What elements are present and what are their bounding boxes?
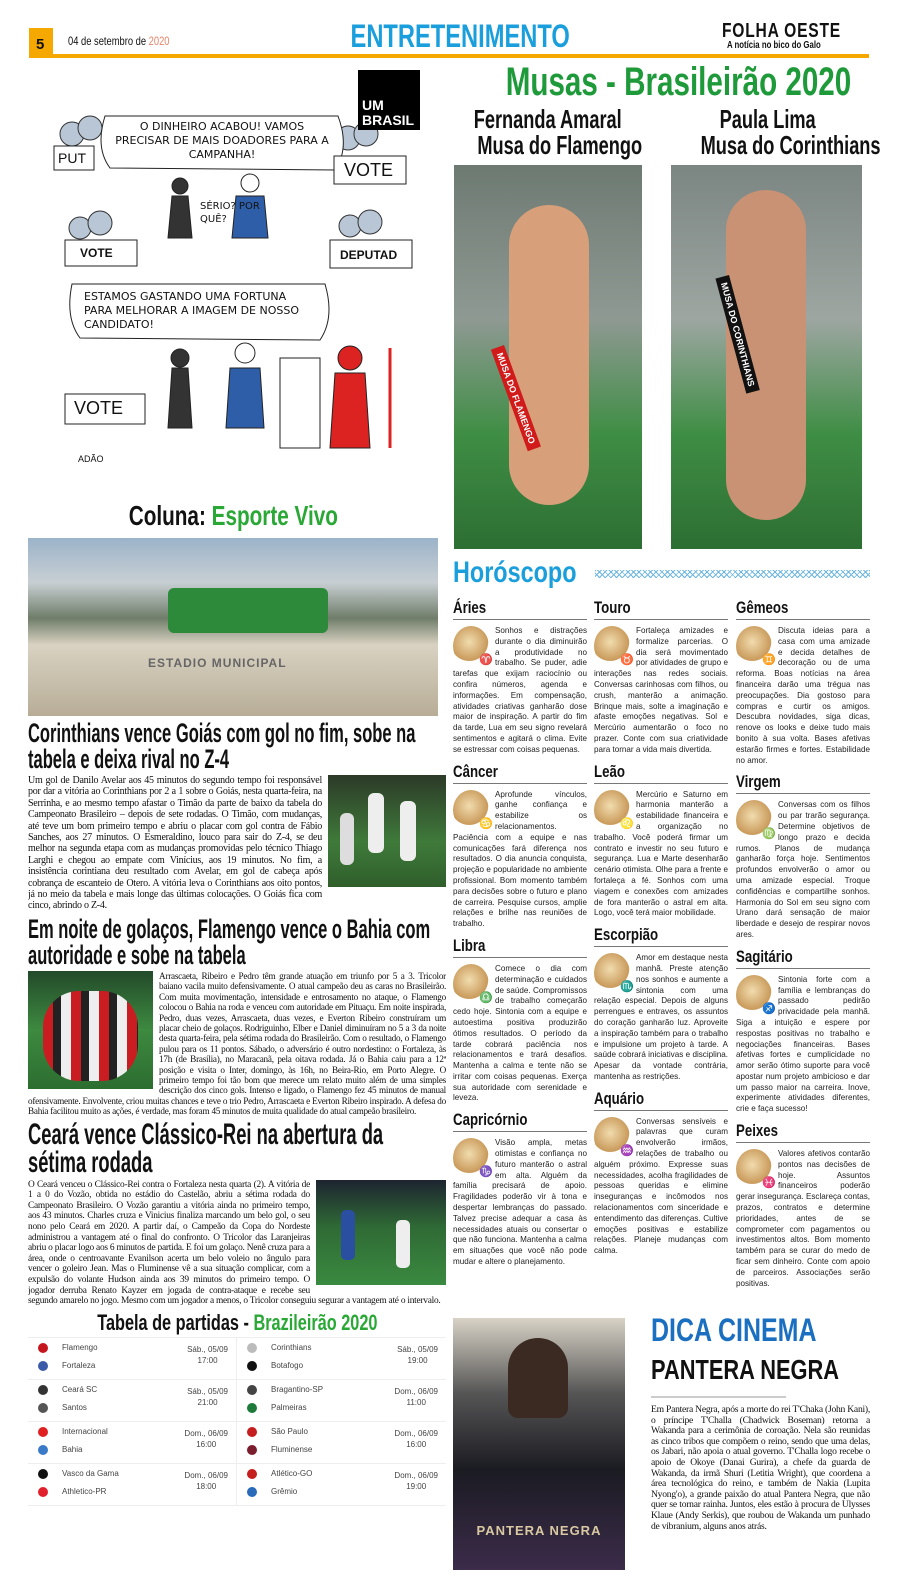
team-crest-icon — [247, 1469, 257, 1479]
column-name: Esporte Vivo — [211, 500, 338, 531]
match-hour: 16:00 — [406, 1439, 427, 1449]
match-day: Sáb., 05/09 — [187, 1386, 228, 1396]
sign-name: Aquário — [594, 1089, 728, 1111]
political-cartoon — [50, 68, 440, 473]
sign-forecast: Conversas sensíveis e palavras que curam envolverão irmãos, relações de trabalho ou alguém próximo. Expresse suas necessidades, acolha fragilidades de pessoas queridas e elimine inseguranças e incômodos nos relacionamentos com sinceridade e entendimento das diferenças. Cultive emoções positivas e estabilize relações. Planeje mudanças com calma. — [594, 1116, 728, 1256]
sign-forecast: Sonhos e distrações durante o dia diminuirão a produtividade no trabalho. Se puder, adie tarefas que exijam raciocínio ou confira números, agenda e informações. Em compensação, atividades criativas ganharão dose maior de inspiração. A partir do fim da tarde, Lua em seu signo revelará sentimentos e agitará o clima. Evite se estressar com coisas pequenas. — [453, 626, 587, 754]
fixture-row[interactable] — [28, 1464, 237, 1506]
fixtures-table — [28, 1337, 446, 1506]
sign-forecast: Visão ampla, metas otimistas e confiança no futuro manterão o astral em alta. Alguém da família precisará de apoio. Fragilidades poderão vir à tona e despertar lembranças do passado. Talvez precise adequar a casa às necessidades atuais ou consertar o que não funciona. Mantenha a calma em situações que você não pode mudar e altere o planejamento. — [453, 1138, 587, 1267]
zodiac-sign-icon: ♎ — [453, 964, 489, 1004]
team-crest-icon — [247, 1343, 257, 1353]
fixtures-title: Tabela de partidas - Brazileirão 2020 — [96, 1309, 378, 1335]
match-day: Dom., 06/09 — [394, 1428, 438, 1438]
sign-deputad: DEPUTAD — [340, 248, 398, 262]
team-name: Ceará SC — [62, 1385, 98, 1395]
speech-bubble-1: O DINHEIRO ACABOU! VAMOS PRECISAR DE MAIS DOADORES PARA A CAMPANHA! — [115, 120, 329, 161]
team-crest-icon — [247, 1487, 257, 1497]
article-body: O Ceará venceu o Clássico-Rei contra o Fortaleza nesta quarta (2). A vitória de 1 a 0 do Vozão, obtida no estádio do Castelão, abriu a sétima rodada do Campeonato Brasileiro. O Vozão garantiu a vitória ainda no primeiro tempo, aos 43 minutos. Charles cruza e Vinicius finaliza marcando um belo gol, o seu nono pelo Ceará em 2020. A partir daí, o Campeão da Copa do Nordeste administrou a vantagem até o final do confronto. O Tricolor das Laranjeiras abriu o placar logo aos 6 minutos de partida. E foi um golaço. Nenê cruza para a área, onde o centroavante Evanilson acerta um belo voleio no ângulo para vencer o goleiro Jean. Mas o Fluminense vê a sua situação complicar, com a expulsão do volante Hudson ainda aos 39 minutos do primeiro tempo. O jogador derruba Renato Kayzer em jogada de contra-ataque e recebe seu segundo amarelo no jogo. Mesmo com um jogador a menos, o Tricolor conseguiu segurar a vantagem até o intervalo. — [28, 1179, 441, 1307]
sash-text: MUSA DO FLAMENGO — [491, 345, 541, 451]
team-name: Internacional — [62, 1427, 108, 1437]
team-name: Atlético-GO — [271, 1469, 313, 1479]
zodiac-sign-icon: ♒ — [594, 1117, 630, 1157]
match-day: Dom., 06/09 — [394, 1470, 438, 1480]
sign-name: Câncer — [453, 762, 587, 784]
sign-name: Gêmeos — [736, 598, 870, 620]
zodiac-sign-icon: ♓ — [736, 1149, 772, 1189]
date-year: 2020 — [148, 34, 170, 48]
musa-right-subtitle: Musa do Corinthians — [700, 130, 881, 160]
musa-left-caption — [442, 106, 654, 158]
team-crest-icon — [38, 1445, 48, 1455]
sign-forecast: Valores afetivos contarão pontos nas decisões de hoje. Assuntos financeiros poderão gerar insegurança. Esclareça contas, prazos, contratos e determine prioridades, antes de se comprometer com pagamentos ou investimentos altos. Bom momento também para se curar do medo de ficar sem dinheiro. Conte com apoio de parceiros. Associações serão positivas. — [736, 1149, 870, 1288]
speech-bubble-3: ESTAMOS GASTANDO UMA FORTUNA PARA MELHORAR A IMAGEM DE NOSSO CANDIDATO! — [84, 290, 300, 331]
match-hour: 17:00 — [197, 1355, 218, 1365]
paper-slogan: A notícia no bico do Galo — [727, 40, 821, 51]
zodiac-sign-icon: ♑ — [453, 1138, 489, 1178]
team-name: Santos — [62, 1403, 87, 1413]
team-crest-icon — [247, 1361, 257, 1371]
article — [28, 971, 446, 1117]
zodiac-sign-icon: ♈ — [453, 626, 489, 666]
sign-name: Escorpião — [594, 925, 728, 947]
team-crest-icon — [38, 1403, 48, 1413]
team-name: Corinthians — [271, 1343, 312, 1353]
sash-text: MUSA DO CORINTHIANS — [715, 275, 759, 394]
article — [28, 1180, 446, 1307]
page-number-box: 5 — [29, 28, 53, 58]
sign-forecast: Fortaleça amizades e formalize parcerias. O dia será movimentado por atividades de grupo e interações nas redes sociais. Conversas carinhosas com filhos, ou crush, manterão a animação. Brinque mais, solte a imaginação e afaste emoções negativas. Sol e Mercúrio aumentarão o foco no prazer. Conte com sua criatividade para tornar a vida mais divertida. — [594, 626, 728, 754]
sign-forecast: Discuta ideias para a casa com uma amizade e decida detalhes de decoração ou de uma reforma. Boas notícias na área financeira darão uma trégua nas preocupações. Dia gostoso para compras e curtir os amigos. Descubra novidades, siga dicas, renove os looks e deixe tudo mais bonito à sua volta. Bases afetivas estarão firmes e fortes. Estabilidade no amor. — [736, 626, 870, 765]
horoscope-sign — [453, 1110, 587, 1268]
horoscope-sign — [453, 762, 587, 930]
match-time — [187, 1386, 228, 1408]
sign-name: Leão — [594, 762, 728, 784]
fixture-row[interactable] — [28, 1422, 237, 1464]
sign-forecast: Conversas com os filhos ou par trarão segurança. Determine objetivos de longo prazo e decida rumos. Planos de mudança ganharão força hoje. Sentimentos profundos envolverão o amor ou uma amizade especial. Troque confidências e compartilhe sonhos. Harmonia do Sol em seu signo com Urano dará sensação de maior liberdade e desejo de respirar novos ares. — [736, 800, 870, 939]
fixture-row[interactable] — [237, 1380, 446, 1422]
team-name: Fluminense — [271, 1445, 313, 1455]
match-time — [397, 1344, 438, 1366]
sign-vote-2: VOTE — [80, 246, 113, 260]
match-time — [394, 1386, 438, 1408]
ceara-match-photo — [316, 1180, 446, 1285]
sign-name: Virgem — [736, 772, 870, 794]
sign-name: Áries — [453, 598, 587, 620]
team-crest-icon — [38, 1427, 48, 1437]
horoscope-title: Horóscopo — [453, 556, 577, 589]
section-title: ENTRETENIMENTO — [350, 18, 570, 54]
horoscope-column — [453, 598, 587, 1274]
match-hour: 21:00 — [197, 1397, 218, 1407]
musa-right-caption — [662, 104, 881, 160]
zodiac-sign-icon: ♋ — [453, 790, 489, 830]
sign-name: Peixes — [736, 1121, 870, 1143]
poster-title: PANTERA NEGRA — [476, 1523, 602, 1538]
team-crest-icon — [247, 1385, 257, 1395]
match-time — [394, 1428, 438, 1450]
article-body: Um gol de Danilo Avelar aos 45 minutos do segundo tempo foi responsável por dar a vitória ao Corinthians por 2 a 1 sobre o Goiás, nesta quarta-feira, na Serrinha, e ao mesmo tempo afastar o Timão da parte de baixo da tabela do Campeonato Brasileiro – depois de sete rodadas. O Timão, com mudanças, até teve um bom primeiro tempo e abriu o placar com gol contra de Fábio Sanches, aos 27 minutos. O Esmeraldino, louco para sair do Z-4, se deu melhor na segunda etapa com as mudanças promovidas pelo técnico Thiago Larghi e chegou ao empate com Vinícius, aos 19 minutos. No fim, a insistência corintiana deu resultado com Avelar, em gol de cabeça após cobrança de escanteio de Otero. A vitória leva o Corinthians aos oito pontos, já no meio da tabela e mais longe das últimas colocações. O Goiás fica com cinco, abrindo o Z-4. — [28, 775, 322, 912]
musa-corinthians-photo — [671, 165, 862, 549]
movie-title-rule — [651, 1396, 786, 1398]
team-name: Flamengo — [62, 1343, 98, 1353]
sports-column — [28, 720, 446, 1506]
musa-flamengo-photo — [454, 165, 642, 549]
header-rule — [29, 54, 869, 58]
team-crest-icon — [247, 1403, 257, 1413]
musas-title: Musas - Brasileirão 2020 — [505, 60, 852, 104]
issue-date — [68, 34, 198, 48]
horoscope-sign — [736, 1121, 870, 1289]
match-hour: 11:00 — [406, 1397, 426, 1407]
zodiac-sign-icon: ♌ — [594, 790, 630, 830]
fixture-row[interactable] — [237, 1464, 446, 1506]
sign-put: PUT — [58, 150, 86, 166]
horoscope-sign — [594, 762, 728, 920]
cartoonist-signature: ADÃO — [78, 454, 104, 464]
horoscope-sign — [736, 772, 870, 940]
horoscope-sign — [736, 598, 870, 766]
zodiac-sign-icon: ♏ — [594, 953, 630, 993]
team-name: Bahia — [62, 1445, 83, 1455]
musa-left-subtitle: Musa do Flamengo — [477, 130, 643, 160]
team-name: Athletico-PR — [62, 1487, 107, 1497]
um-brasil-logo: UM BRASIL — [358, 70, 420, 130]
cinema-kicker: DICA CINEMA — [651, 1312, 817, 1348]
black-panther-poster — [453, 1318, 625, 1570]
sign-forecast: Mercúrio e Saturno em harmonia manterão a estabilidade financeira e a organização no trabalho. Você poderá firmar um contrato e investir no seu futuro e segurança. Lua e Marte desenharão cenário otimista. Olhe para a frente e fortaleça a fé. Sonhos com uma viagem e conexões com amizades de fora manterão o astral em alta. Logo, você terá maior mobilidade. — [594, 789, 728, 918]
article-body: Arrascaeta, Ribeiro e Pedro têm grande atuação em triunfo por 5 a 3. Tricolor baiano vacila muito defensivamente. O atual campeão deu as caras no Brasileirão. Com muita movimentação, intensidade e entrosamento no ataque, o Flamengo colocou o Bahia na roda e venceu com autoridade em Pituaçu. Em noite inspirada, Pedro, duas vezes, Arrascaeta, duas vezes, e Everton Ribeiro construíram um placar cheio de golaços. Rodriguinho, Elber e Daniel diminuíram no 5 a 3 da noite desta quarta-feira, pela sétima rodada do Brasileirão. Com o resultado, o Flamengo pulou para os 11 pontos. Sábado, o adversário é outro nordestino: o Fortaleza, às 17h (de Brasília), no Maracanã, pela oitava rodada. Já o Bahia caiu para a 12ª posição e visita o Inter, domingo, às 16h, no Beira-Rio, em Porto Alegre. O primeiro tempo foi tão bom que merece um relato muito além de uma simples descrição dos cinco gols. Intenso e ligado, o Flamengo fez 45 minutos de manual ofensivamente. Envolvente, criou muitas chances e teve o trio Pedro, Arrascaeta e Everton Ribeiro inspirado. A defesa do Bahia facilitou muito as ações, é verdade, mas foram 45 minutos de muita qualidade do atual campeão brasileiro. — [28, 970, 446, 1117]
fixture-row[interactable] — [28, 1338, 237, 1380]
speech-bubble-2: SÉRIO? POR QUÊ? — [200, 201, 260, 225]
team-crest-icon — [38, 1361, 48, 1371]
match-day: Dom., 06/09 — [184, 1470, 228, 1480]
fixture-row[interactable] — [237, 1422, 446, 1464]
horoscope-column — [736, 598, 870, 1295]
zodiac-sign-icon: ♍ — [736, 800, 772, 840]
team-name: Botafogo — [271, 1361, 304, 1371]
horoscope-sign — [453, 598, 587, 756]
sign-forecast: Comece o dia com determinação e cuidados de saúde. Compromissos de trabalho começarão cedo hoje. Sintonia com a equipe e autoestima positiva produzirão ótimos resultados. O período da tarde cobrará paciência nos relacionamentos e trará desafios. Mantenha a calma e tente não se irritar com coisas pequenas. Exerça sua autoridade com serenidade e leveza. — [453, 963, 587, 1103]
date-text: 04 de setembro de — [68, 34, 149, 48]
fixtures-title-highlight: Brazileirão 2020 — [253, 1309, 378, 1335]
team-crest-icon — [38, 1343, 48, 1353]
fixture-row[interactable] — [237, 1338, 446, 1380]
movie-synopsis: Em Pantera Negra, após a morte do rei T'Chaka (John Kani), o príncipe T'Challa (Chadwick Boseman) retorna a Wakanda para a cerimônia de coroação. Nela são reunidas as cinco tribos que compõem o reino, sendo que uma delas, os Jabari, não apoia o atual governo. T'Challa logo recebe o apoio de Okoye (Danai Gurira), a chefe da guarda de Wakanda, da irmã Shuri (Letitia Wright), que coordena a área tecnológica do reino, e também de Nakia (Lupita Nyong'o), a grande paixão do atual Pantera Negra, que não quer se tornar rainha. Juntos, eles estão à procura de Ulysses Klaue (Andy Serkis), que roubou de Wakanda um punhado de vibranium, alguns anos atrás. — [651, 1404, 870, 1532]
article-headline: Ceará vence Clássico-Rei na abertura da sétima rodada — [28, 1117, 384, 1179]
match-day: Dom., 06/09 — [184, 1428, 228, 1438]
column-title: Coluna: Esporte Vivo — [128, 500, 338, 531]
sign-name: Capricórnio — [453, 1110, 587, 1132]
team-crest-icon — [38, 1487, 48, 1497]
musa-right-name: Paula Lima — [719, 104, 817, 134]
match-time — [184, 1428, 228, 1450]
sign-forecast: Aprofunde vínculos, ganhe confiança e estabilize os relacionamentos. Paciência com a equipe e nas comunicações fará diferença nos resultados. O dia anuncia conquista, projeção e popularidade no ambiente profissional. Bom momento também para decisões sobre o futuro e plano de carreira. Pesquise cursos, amplie relações e brilhe nas reuniões de trabalho. — [453, 789, 587, 929]
sign-forecast: Amor em destaque nesta manhã. Preste atenção nos sonhos e aumente a sintonia com uma relação especial. Depois de alguns perrengues e entraves, os assuntos do coração ganharão luz. Aproveite a inspiração também para o trabalho e impulsione um projeto à tarde. A saúde cobrará iniciativas e disciplina. Apesar da vontade contrária, mantenha as restrições. — [594, 953, 728, 1081]
team-name: Bragantino-SP — [271, 1385, 324, 1395]
horoscope-sign — [594, 1089, 728, 1257]
match-hour: 19:00 — [407, 1355, 428, 1365]
match-time — [184, 1470, 228, 1492]
musa-left-name: Fernanda Amaral — [473, 104, 623, 134]
team-name: Grêmio — [271, 1487, 298, 1497]
article — [28, 775, 446, 912]
sign-forecast: Sintonia forte com a família e lembranças do passado pedirão privacidade pela manhã. Siga a intuição e espere por respostas positivas no trabalho e negociações financeiras. Bases afetivas fortes e cumplicidade no amor serão ótimo suporte para você apostar num projeto ambicioso e dar um passo maior na carreira. Inove, experimente atividades diferentes, crie e faça sucesso! — [736, 974, 870, 1114]
fixture-row[interactable] — [28, 1380, 237, 1422]
match-day: Sáb., 05/09 — [397, 1344, 438, 1354]
zodiac-sign-icon: ♐ — [736, 975, 772, 1015]
team-name: Palmeiras — [271, 1403, 307, 1413]
match-time — [394, 1470, 438, 1492]
sign-vote-1: VOTE — [344, 160, 394, 180]
match-time — [187, 1344, 228, 1366]
match-day: Sáb., 05/09 — [187, 1344, 228, 1354]
team-name: Fortaleza — [62, 1361, 96, 1371]
match-hour: 18:00 — [196, 1481, 217, 1491]
horoscope-column — [594, 598, 728, 1263]
sign-name: Touro — [594, 598, 728, 620]
team-crest-icon — [38, 1469, 48, 1479]
match-day: Dom., 06/09 — [394, 1386, 438, 1396]
team-crest-icon — [247, 1445, 257, 1455]
match-hour: 19:00 — [406, 1481, 427, 1491]
horoscope-sign — [594, 925, 728, 1083]
paper-name: FOLHA OESTE — [722, 20, 841, 42]
horoscope-sign — [736, 947, 870, 1115]
sign-vote-3: VOTE — [74, 398, 124, 418]
stadium-sign: ESTADIO MUNICIPAL — [148, 656, 287, 670]
team-name: Vasco da Gama — [62, 1469, 119, 1479]
horoscope-sign — [594, 598, 728, 756]
zodiac-sign-icon: ♉ — [594, 626, 630, 666]
match-hour: 16:00 — [196, 1439, 217, 1449]
movie-title: PANTERA NEGRA — [651, 1354, 840, 1385]
decorative-diamond-border — [595, 570, 870, 578]
team-crest-icon — [247, 1427, 257, 1437]
flamengo-match-photo — [28, 971, 153, 1089]
article-headline: Corinthians vence Goiás com gol no fim, sobe na tabela e deixa rival no Z-4 — [28, 718, 416, 774]
stadium-photo — [28, 538, 438, 716]
team-name: São Paulo — [271, 1427, 308, 1437]
horoscope-sign — [453, 936, 587, 1104]
team-crest-icon — [38, 1385, 48, 1395]
sign-name: Libra — [453, 936, 587, 958]
zodiac-sign-icon: ♊ — [736, 626, 772, 666]
sign-name: Sagitário — [736, 947, 870, 969]
article-headline: Em noite de golaços, Flamengo vence o Bahia com autoridade e sobe na tabela — [28, 913, 431, 970]
corinthians-match-photo — [328, 775, 446, 887]
